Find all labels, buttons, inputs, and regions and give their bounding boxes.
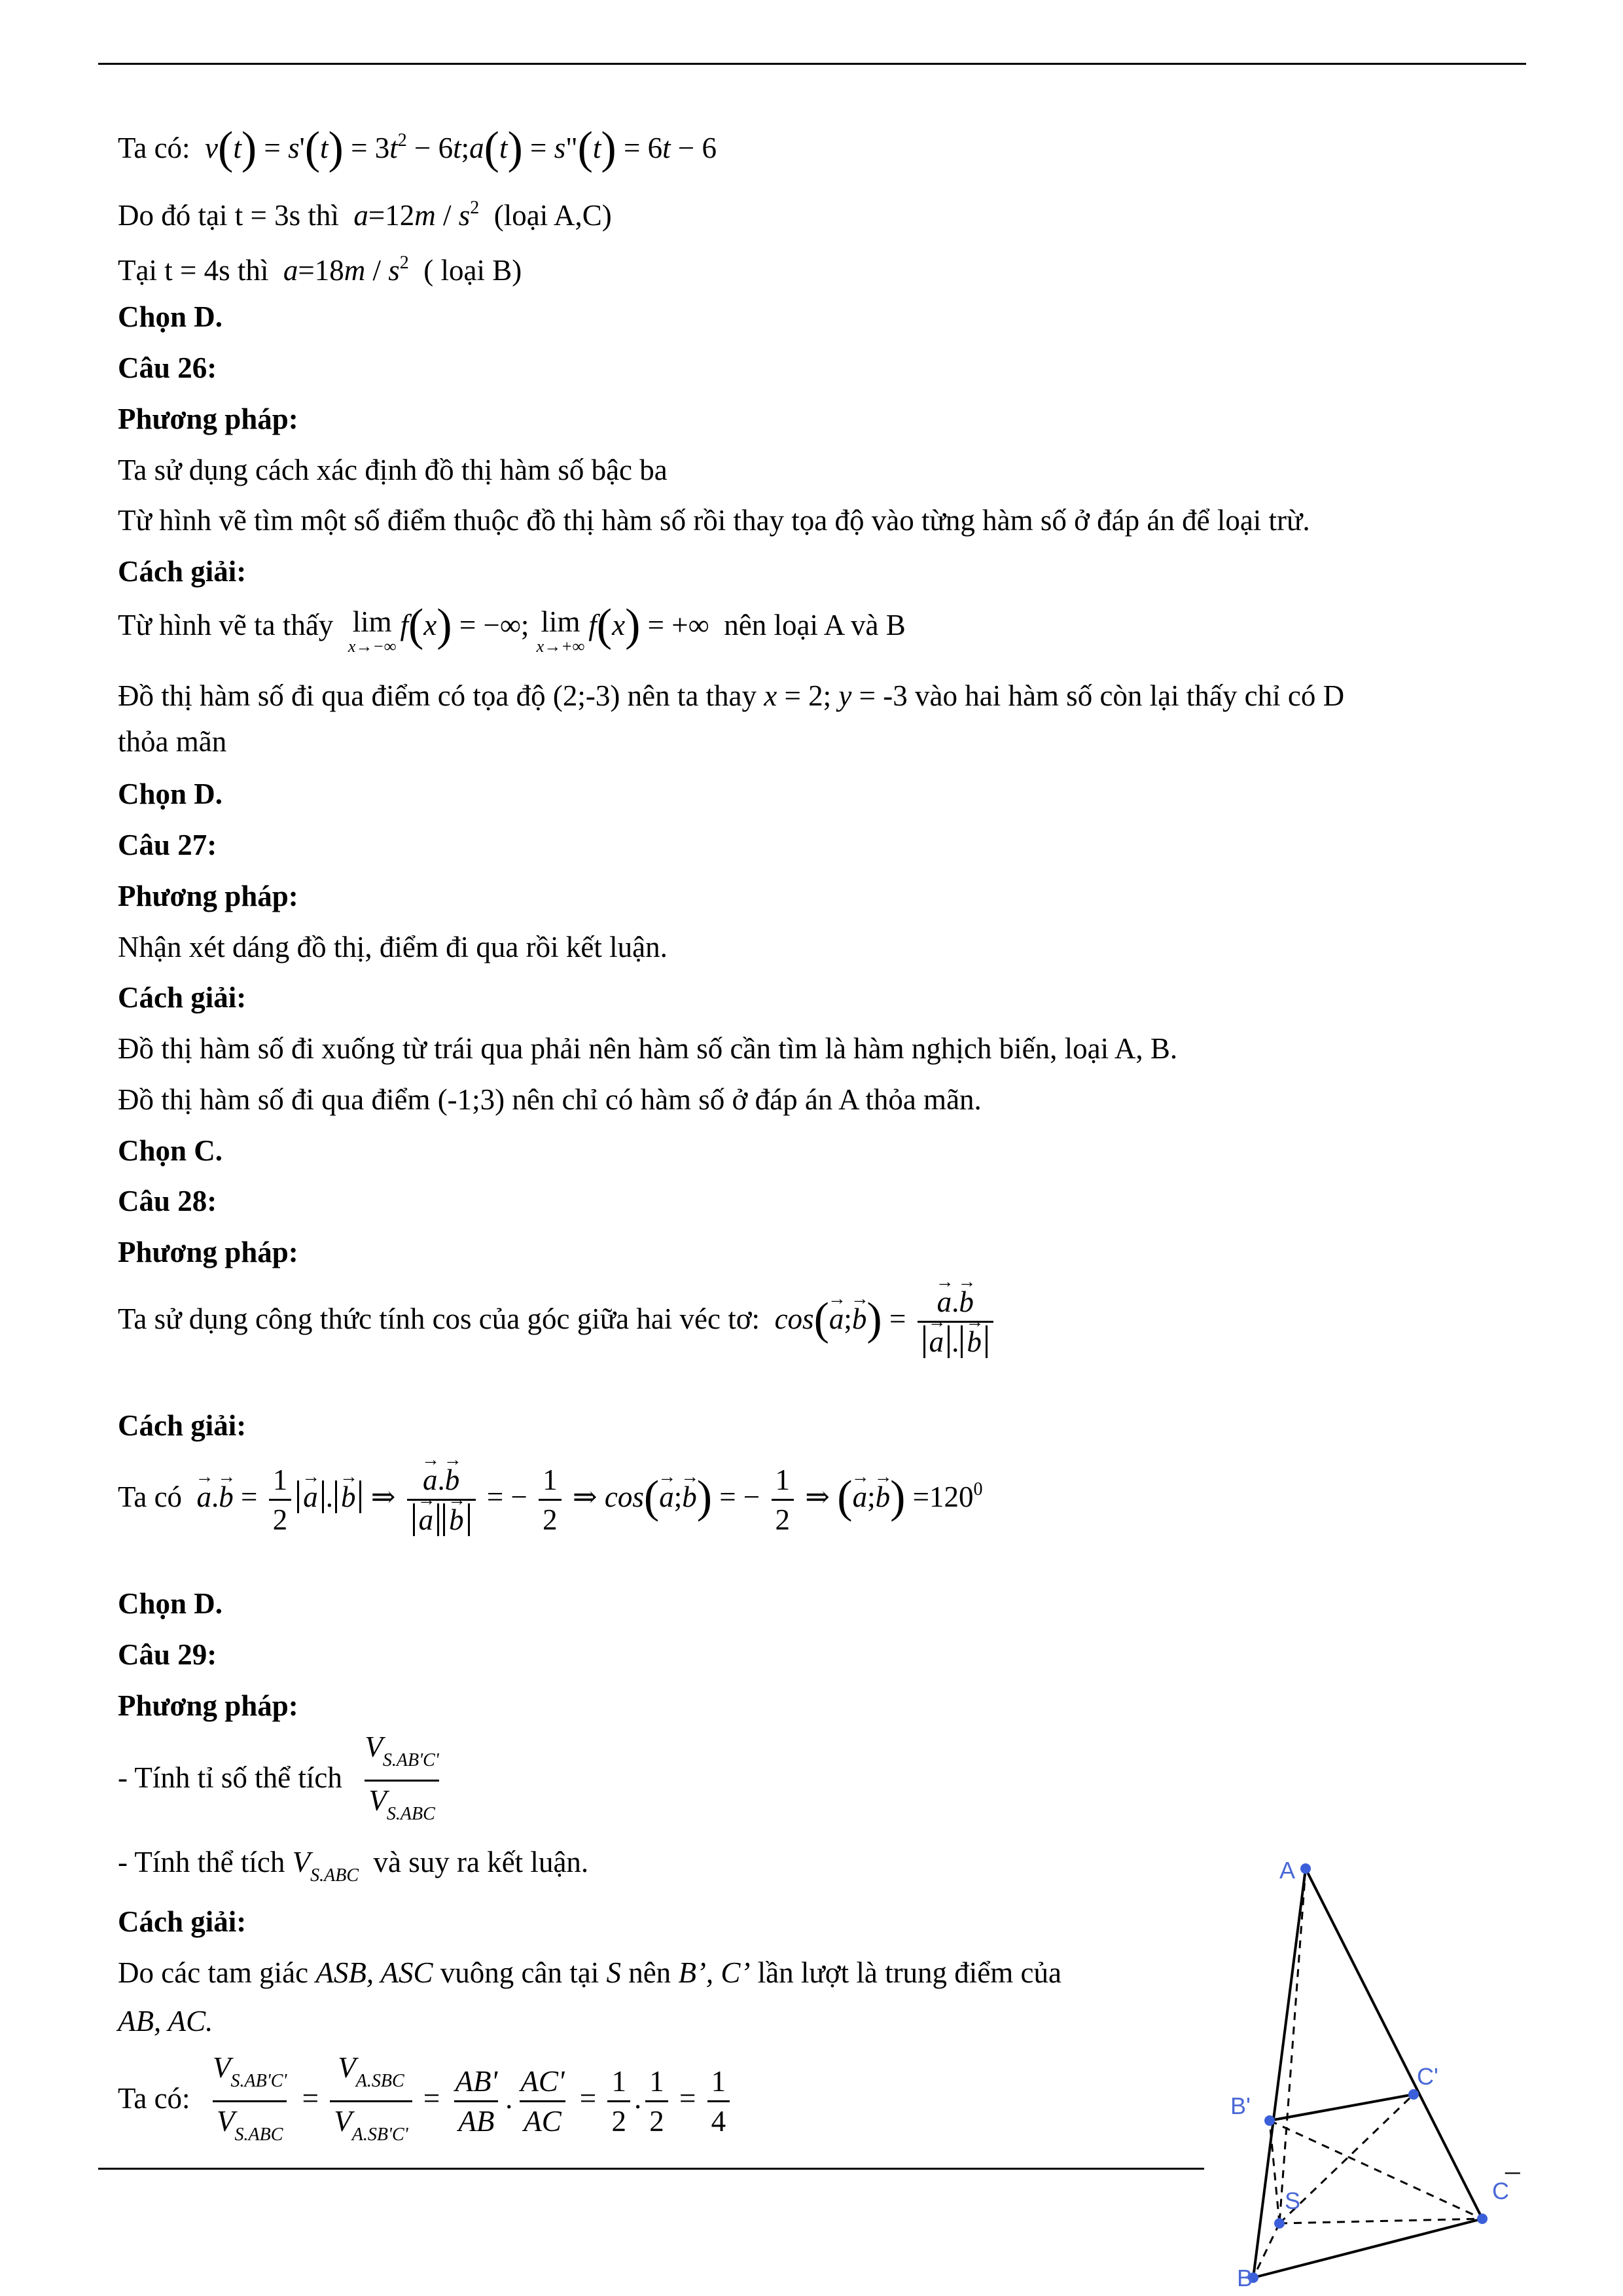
line-23: Ta sử dụng công thức tính cos của góc giữa hai véc tơ: cos(→ a;→ b) = → a.→ b → a .→ b — [118, 1283, 997, 1361]
fraction-cos-formula: → a.→ b → a .→ b — [918, 1283, 993, 1361]
line-09: Cách giải: — [118, 555, 247, 588]
line-11: Đồ thị hàm số đi qua điểm có tọa độ (2;-3) nên ta thay x = 2; y = -3 vào hai hàm số còn lại thấy chỉ có D — [118, 679, 1345, 712]
label-A: A — [1279, 1857, 1296, 1884]
header-rule — [98, 63, 1526, 65]
line-04: Chọn D. — [118, 300, 223, 333]
edge-SC — [1279, 2219, 1482, 2223]
line-34: Ta có: $\frac{V_{S.AB'C'}}{V_{S.ABC}}$ = $\frac{V_{A.SBC}}{V_{A.SB'C'}}$ = $\frac{AB'}{AB}$ . $\frac{AC'}{AC}$ = $\frac{1}{2}$ . $\frac{1}{2}$ = $\frac{1}{4}$ — [118, 2049, 734, 2154]
point-A — [1300, 1863, 1311, 1874]
line-16: Nhận xét dáng đồ thị, điểm đi qua rồi kết luận. — [118, 931, 668, 963]
line-12: thỏa mãn — [118, 725, 227, 758]
point-S — [1274, 2218, 1285, 2229]
line-17: Cách giải: — [118, 981, 247, 1014]
edge-BpCp — [1270, 2094, 1414, 2121]
line-31: Cách giải: — [118, 1905, 247, 1938]
line-26: Chọn D. — [118, 1587, 223, 1620]
line-15: Phương pháp: — [118, 880, 298, 912]
edge-BC — [1253, 2219, 1482, 2278]
label-Cp: C' — [1417, 2063, 1438, 2090]
line-22: Phương pháp: — [118, 1236, 298, 1268]
label-Bp: B' — [1230, 2092, 1251, 2119]
point-C — [1477, 2214, 1488, 2224]
label-S: S — [1285, 2187, 1301, 2214]
edge-BpC — [1270, 2121, 1482, 2219]
line-10: Từ hình vẽ ta thấy lim x→−∞ f(x) = −∞; lim x→+∞ f(x) = +∞ nên loại A và B — [118, 600, 906, 656]
line-25: Ta có → a.→ b = $\frac{1}{2}$ → a .→ b ⇒ → a.→ b → a→ b = − $\frac{1}{2}$ ⇒ cos(→ a;→ b) = − $\frac{1}{2}$ ⇒ (→ a;→ $b) =120^0$ — [118, 1461, 983, 1539]
line-24: Cách giải: — [118, 1409, 247, 1442]
line-05: Câu 26: — [118, 351, 217, 384]
edge-AC — [1306, 1869, 1482, 2219]
line-19: Đồ thị hàm số đi qua điểm (-1;3) nên chỉ có hàm số ở đáp án A thỏa mãn. — [118, 1083, 982, 1116]
point-Cp — [1408, 2089, 1419, 2100]
line-21: Câu 28: — [118, 1185, 217, 1217]
line-14: Câu 27: — [118, 829, 217, 861]
edge-SBp — [1270, 2121, 1279, 2223]
line-32: Do các tam giác ASB, ASC vuông cân tại S nên B’, C’ lần lượt là trung điểm của — [118, 1956, 1061, 1989]
point-Bp — [1264, 2115, 1275, 2126]
line-18: Đồ thị hàm số đi xuống từ trái qua phải nên hàm số cần tìm là hàm nghịch biến, loại A, B. — [118, 1032, 1178, 1065]
line-30: - Tính thể tích $V_{S.ABC}$ và suy ra kết luận. — [118, 1846, 589, 1886]
footer-rule — [98, 2168, 1204, 2170]
line-20: Chọn C. — [118, 1134, 223, 1167]
label-B: B — [1237, 2265, 1253, 2291]
line-27: Câu 29: — [118, 1638, 217, 1671]
line-02: Do đó tại t = 3s thì $a=12m / s^2$ (loại A,C) — [118, 198, 612, 232]
line-08: Từ hình vẽ tìm một số điểm thuộc đồ thị hàm số rồi thay tọa độ vào từng hàm số ở đáp án để loại trừ. — [118, 504, 1310, 537]
line-28: Phương pháp: — [118, 1689, 298, 1722]
label-C: C — [1492, 2178, 1509, 2204]
line-13: Chọn D. — [118, 778, 223, 810]
line-06: Phương pháp: — [118, 403, 298, 435]
line-07: Ta sử dụng cách xác định đồ thị hàm số bậc ba — [118, 454, 668, 486]
footer-dash: – — [1505, 2154, 1520, 2187]
line-33: AB, AC. — [118, 2005, 213, 2037]
pyramid-figure — [1217, 1806, 1544, 2291]
line-01: Ta có: $v(t) = s'(t) = 3t^2$ − 6t;a(t) = s"(t) = 6t − 6 — [118, 123, 717, 173]
line-29: - Tính tỉ số thể tích $\frac{V_{S.AB'C'}}{V_{S.ABC}}$ — [118, 1728, 447, 1833]
line-03: Tại t = 4s thì $a=18m / s^2$ ( loại B) — [118, 253, 522, 287]
